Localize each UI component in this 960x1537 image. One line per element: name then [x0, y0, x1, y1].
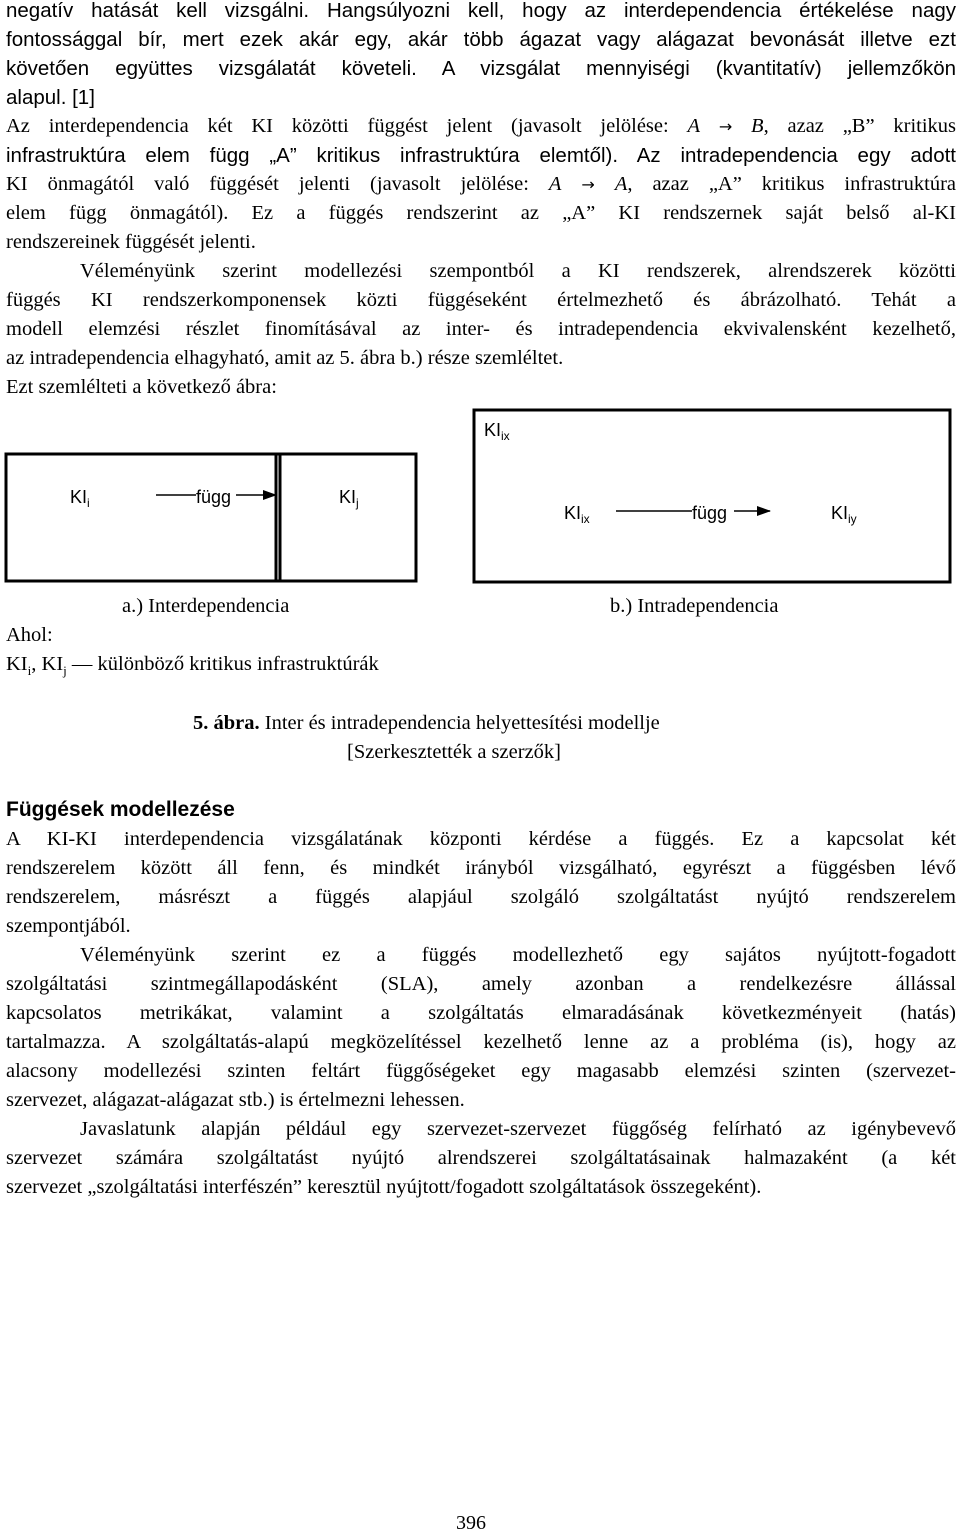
- depends-label-b: függ: [692, 503, 728, 523]
- section-p2-line-3: kapcsolatos metrikákat, valamint a szolgáltatás elmaradásának következményeit (hatás): [6, 1002, 956, 1024]
- ki-j-box: [276, 454, 416, 581]
- section-p1-line-2: rendszerelem között áll fenn, és mindkét irányból vizsgálható, egyrészt a függésben lévő: [6, 857, 956, 879]
- para2-l1-post: , azaz „B” kritikus: [763, 115, 957, 137]
- section-p2-line-4: tartalmazza. A szolgáltatás-alapú megközelítéssel kezelhető lenne az a probléma (is), hogy az: [6, 1031, 956, 1053]
- ki-i-box: [6, 454, 280, 581]
- para1-line-1: negatív hatását kell vizsgálni. Hangsúlyozni kell, hogy az interdependencia értékelése nagy: [6, 0, 956, 22]
- ki-ix-outer-label: $KI_{ix}$: [484, 420, 510, 443]
- figure-intro: Ezt szemlélteti a következő ábra:: [6, 376, 277, 398]
- caption-b: b.) Intradependencia: [610, 595, 779, 617]
- legend-heading: Ahol:: [6, 624, 53, 646]
- section-p2-line-1: Véleményünk szerint ez a függés modellezhető egy sajátos nyújtott-fogadott: [80, 944, 956, 966]
- section-p3-line-2: szervezet számára szolgáltatást nyújtó alrendszerei szolgáltatásainak halmazaként (a két: [6, 1147, 956, 1169]
- arrow-icon: →: [581, 175, 595, 194]
- figure-credit: [Szerkesztették a szerzők]: [347, 741, 561, 763]
- ki-j-label: $KI_j$: [339, 487, 359, 510]
- para3-line-3: modell elemzési részlet finomításával az inter- és intradependencia ekvivalensként kezelhető,: [6, 318, 956, 340]
- para1-line-2: fontossággal bír, mert ezek akár egy, akár több ágazat vagy alágazat bevonását illetve ezt: [6, 28, 956, 51]
- section-p1-line-4: szempontjából.: [6, 915, 131, 937]
- para3-line-1: Véleményünk szerint modellezési szempontból a KI rendszerek, alrendszerek közötti: [80, 260, 956, 282]
- para2-line-5: rendszereinek függését jelenti.: [6, 231, 256, 253]
- para1-line-3: követően együttes vizsgálatát követeli. A vizsgálat mennyiségi (kvantitatív) jellemzőkön: [6, 57, 956, 80]
- notation-to-2: A: [614, 173, 628, 195]
- para2-line-4: elem függ önmagától). Ez a függés rendszerint az „A” KI rendszernek saját belső al-KI: [6, 202, 956, 224]
- para2-line-2: infrastruktúra elem függ „A” kritikus infrastruktúra elemtől). Az intradependencia egy adott: [6, 144, 956, 167]
- depends-label-a: függ: [196, 487, 232, 507]
- figure-title: Inter és intradependencia helyettesítési modellje: [259, 712, 660, 734]
- caption-a: a.) Interdependencia: [122, 595, 290, 617]
- section-p1-line-3: rendszerelem, másrészt a függés alapjául szolgáló szolgáltatást nyújtó rendszerelem: [6, 886, 956, 908]
- section-p2-line-5: alacsony modellezési szinten feltárt függőségeket egy magasabb elemzési szinten (szervezet-: [6, 1060, 956, 1082]
- section-p2-line-6: szervezet, alágazat-alágazat stb.) is értelmezni lehessen.: [6, 1089, 465, 1111]
- dependency-figure: [0, 0, 960, 600]
- ki-iy-label: $KI_{iy}$: [831, 503, 857, 526]
- para2-l1-pre: Az interdependencia két KI közötti függést jelent (javasolt jelölése:: [6, 115, 688, 137]
- section-p3-line-3: szervezet „szolgáltatási interfészén” keresztül nyújtott/fogadott szolgáltatások összegeként).: [6, 1176, 762, 1198]
- para1-line-4: alapul. [1]: [6, 86, 95, 109]
- para3-line-2: függés KI rendszerkomponensek közti függéseként értelmezhető és ábrázolható. Tehát a: [6, 289, 956, 311]
- para2-l3-post: , azaz „A” kritikus infrastruktúra: [627, 173, 956, 195]
- section-p2-line-2: szolgáltatási szintmegállapodásként (SLA), amely azonban a rendelkezésre állással: [6, 973, 956, 995]
- notation-to: B: [751, 115, 764, 137]
- legend-line: $KI_i$, $KI_j$ — különböző kritikus infrastruktúrák: [6, 653, 379, 679]
- notation-from: A: [687, 115, 701, 137]
- page-number: 396: [456, 1512, 486, 1534]
- section-p1-line-1: A KI-KI interdependencia vizsgálatának központi kérdése a függés. Ez a kapcsolat két: [6, 828, 956, 850]
- figure-number: 5. ábra.: [193, 712, 260, 734]
- ki-ix-outer-box: [474, 410, 950, 582]
- para3-line-4: az intradependencia elhagyható, amit az 5. ábra b.) része szemléltet.: [6, 347, 564, 369]
- notation-from-2: A: [548, 173, 562, 195]
- section-p3-line-1: Javaslatunk alapján például egy szervezet-szervezet függőség felírható az igénybevevő: [80, 1118, 956, 1140]
- ki-i-label: $KI_i$: [70, 487, 90, 510]
- figure-caption: [193, 709, 660, 738]
- section-heading: Függések modellezése: [6, 798, 235, 821]
- arrow-icon: →: [718, 117, 733, 136]
- ki-ix-inner-label: $KI_{ix}$: [564, 503, 590, 526]
- para2-l3-pre: KI önmagától való függését jelenti (javasolt jelölése:: [6, 173, 549, 195]
